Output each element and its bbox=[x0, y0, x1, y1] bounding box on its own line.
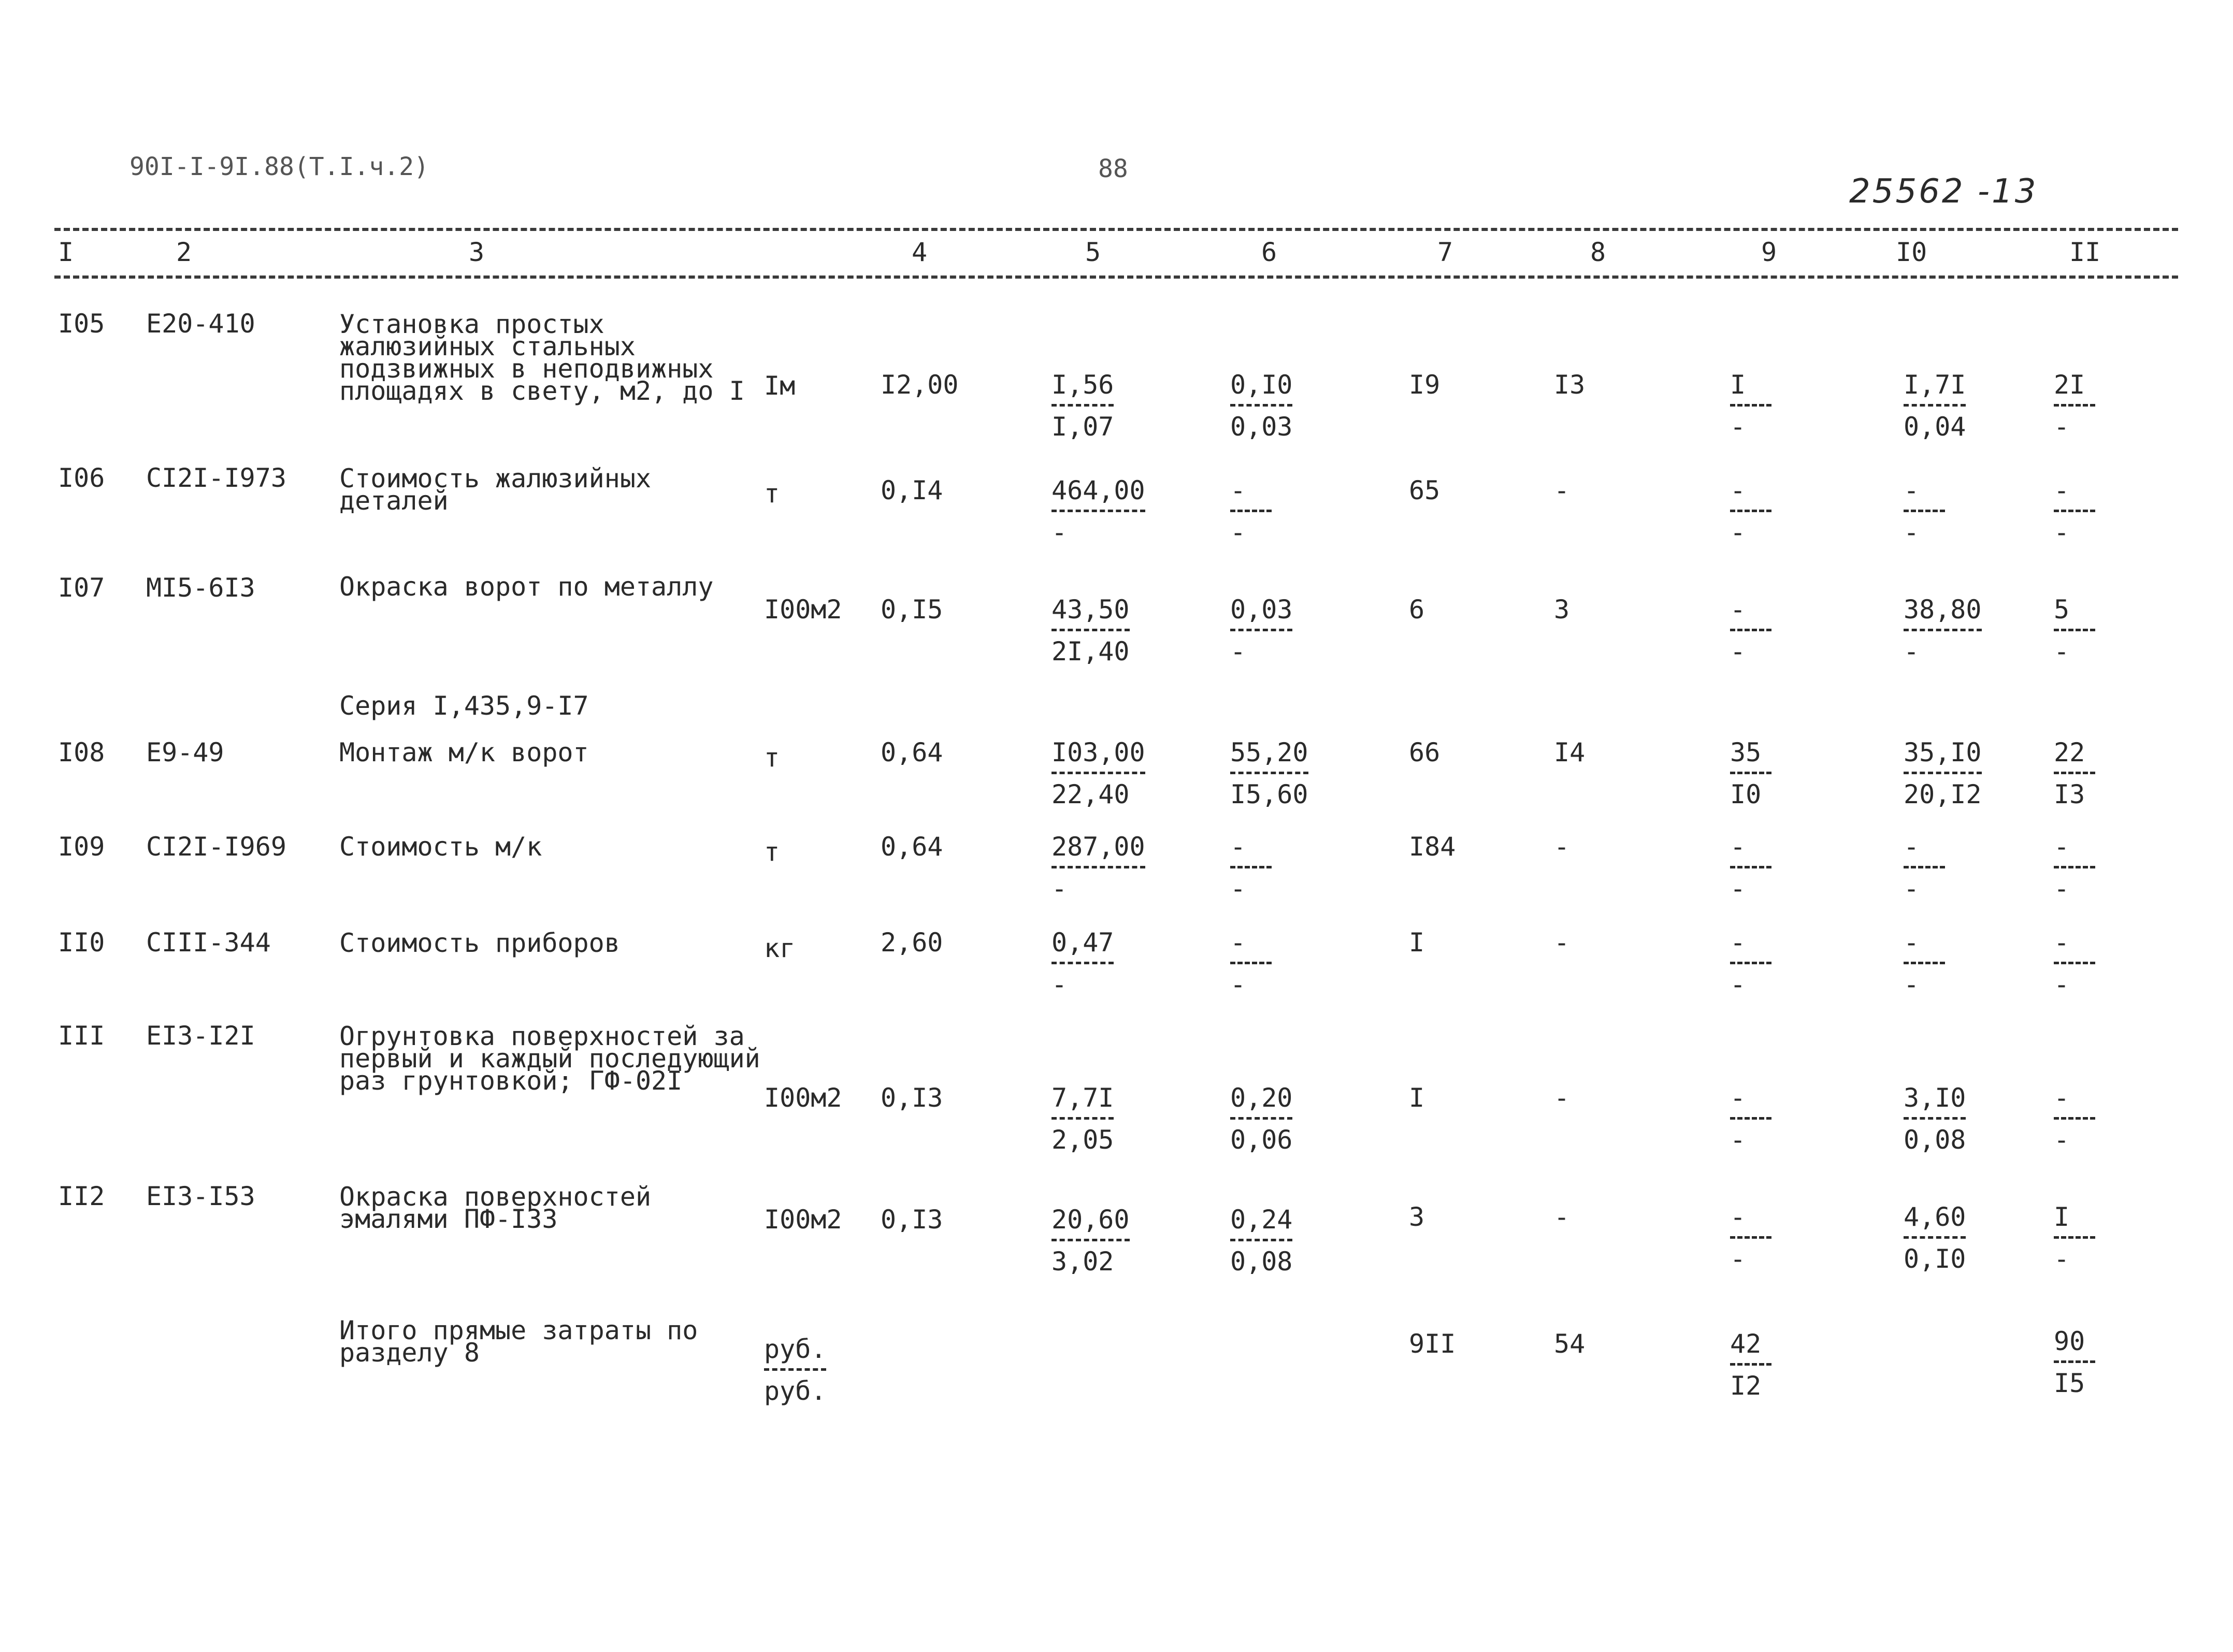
fraction-numerator: 35,I0 bbox=[1904, 737, 1982, 767]
header-top-rule bbox=[54, 228, 2178, 231]
fraction-bar bbox=[1730, 510, 1771, 512]
fraction-bar bbox=[1230, 629, 1292, 631]
quantity: 0,64 bbox=[881, 832, 943, 862]
rate-code: Е9-49 bbox=[146, 737, 224, 767]
fraction-bar bbox=[1230, 1239, 1292, 1241]
fraction-bar bbox=[1904, 510, 1945, 512]
fraction-numerator: 0,03 bbox=[1230, 595, 1293, 625]
rate-code: ЕI3-I53 bbox=[146, 1181, 255, 1211]
column-number: II bbox=[2069, 237, 2101, 267]
fraction-numerator: 22 bbox=[2054, 737, 2085, 767]
fraction-denominator: - bbox=[1730, 969, 1746, 999]
quantity: 0,I3 bbox=[881, 1205, 943, 1235]
fraction-denominator: I2 bbox=[1730, 1371, 1762, 1401]
unit: т bbox=[764, 743, 780, 773]
fraction-denominator: - bbox=[1904, 969, 1920, 999]
total-cost: I9 bbox=[1409, 370, 1440, 400]
fraction-numerator: 42 bbox=[1730, 1329, 1762, 1359]
quantity: 0,I4 bbox=[881, 475, 943, 505]
fraction-bar bbox=[1230, 510, 1272, 512]
fraction-denominator: - bbox=[1230, 874, 1246, 904]
fraction-numerator: - bbox=[2054, 928, 2070, 958]
labor-total bbox=[2054, 1328, 2095, 1396]
rate-code: МI5-6I3 bbox=[146, 573, 255, 603]
work-description: Окраска поверхностей эмалями ПФ-I33 bbox=[339, 1182, 652, 1234]
unit: I00м2 bbox=[764, 595, 842, 625]
wages-total: I4 bbox=[1554, 737, 1586, 767]
section-heading: Серия I,435,9-I7 bbox=[339, 691, 589, 721]
row-number: II2 bbox=[58, 1181, 105, 1211]
fraction-denominator: - bbox=[1730, 1125, 1746, 1155]
fraction-bar bbox=[1051, 510, 1145, 512]
fraction-bar bbox=[1904, 1117, 1966, 1120]
work-description: Монтаж м/к ворот bbox=[339, 737, 589, 767]
wages-total: - bbox=[1554, 1202, 1570, 1232]
fraction-bar bbox=[2054, 772, 2095, 774]
fraction-numerator: 2I bbox=[2054, 370, 2085, 400]
fraction-denominator: - bbox=[2054, 1125, 2070, 1155]
fraction-bar bbox=[1904, 404, 1966, 407]
row-number: I07 bbox=[58, 573, 105, 603]
fraction-bar bbox=[1904, 962, 1945, 964]
fraction-numerator: I bbox=[2054, 1202, 2070, 1232]
wages-total: - bbox=[1554, 475, 1570, 505]
column-number: 8 bbox=[1590, 237, 1606, 267]
fraction-denominator: - bbox=[1904, 636, 1920, 666]
labor-unit bbox=[1904, 372, 1966, 440]
fraction-denominator: - bbox=[2054, 969, 2070, 999]
work-description: Стоимость приборов bbox=[339, 928, 620, 958]
fraction-denominator: 2,05 bbox=[1051, 1125, 1114, 1155]
fraction-denominator: 20,I2 bbox=[1904, 779, 1982, 809]
machine-cost-unit bbox=[1230, 930, 1272, 997]
fraction-bar bbox=[1904, 866, 1945, 868]
fraction-numerator: - bbox=[1904, 928, 1920, 958]
wages-total: I3 bbox=[1554, 370, 1586, 400]
fraction-denominator: - bbox=[1051, 969, 1068, 999]
labor-total bbox=[2054, 597, 2095, 664]
fraction-numerator: 3,I0 bbox=[1904, 1083, 1966, 1113]
labor-total bbox=[2054, 834, 2095, 902]
fraction-bar bbox=[1051, 772, 1145, 774]
fraction-denominator: 0,08 bbox=[1230, 1247, 1293, 1277]
fraction-numerator: - bbox=[1730, 1083, 1746, 1113]
fraction-numerator: - bbox=[1904, 475, 1920, 505]
column-number: I bbox=[58, 237, 74, 267]
fraction-bar bbox=[764, 1368, 826, 1371]
fraction-bar bbox=[1730, 866, 1771, 868]
fraction-denominator: 0,08 bbox=[1904, 1125, 1966, 1155]
fraction-denominator: - bbox=[1730, 1244, 1746, 1274]
work-description: Стоимость м/к bbox=[339, 832, 542, 862]
fraction-bar bbox=[1904, 629, 1982, 631]
labor-unit bbox=[1904, 834, 1945, 902]
unit-cost-total bbox=[1051, 477, 1145, 545]
fraction-numerator: 35 bbox=[1730, 737, 1762, 767]
fraction-denominator: - bbox=[1051, 517, 1068, 547]
fraction-denominator: I,07 bbox=[1051, 412, 1114, 442]
fraction-denominator: 2I,40 bbox=[1051, 636, 1130, 666]
total-cost: I84 bbox=[1409, 832, 1456, 862]
machine-cost-total bbox=[1730, 1331, 1771, 1399]
fraction-denominator: 0,03 bbox=[1230, 412, 1293, 442]
unit-cost-total bbox=[1051, 597, 1130, 664]
fraction-denominator: - bbox=[1051, 874, 1068, 904]
wages-total: - bbox=[1554, 928, 1570, 958]
machine-cost-unit bbox=[1230, 1205, 1293, 1277]
total-cost: 6 bbox=[1409, 595, 1425, 625]
fraction-numerator: 0,47 bbox=[1051, 928, 1114, 958]
unit: I00м2 bbox=[764, 1205, 842, 1235]
fraction-bar bbox=[2054, 404, 2095, 407]
fraction-bar bbox=[1051, 866, 1145, 868]
labor-total bbox=[2054, 1085, 2095, 1153]
document-code: 90I-I-9I.88(Т.I.ч.2) bbox=[129, 152, 429, 181]
fraction-denominator: - bbox=[1904, 874, 1920, 904]
quantity: 0,I5 bbox=[881, 595, 943, 625]
fraction-numerator: 0,24 bbox=[1230, 1205, 1293, 1235]
machine-cost-unit bbox=[1230, 477, 1272, 545]
column-number: 2 bbox=[176, 237, 192, 267]
work-description: Окраска ворот по металлу bbox=[339, 572, 714, 602]
fraction-bar bbox=[1730, 1236, 1771, 1239]
fraction-denominator: руб. bbox=[764, 1376, 827, 1406]
fraction-bar bbox=[1730, 962, 1771, 964]
fraction-numerator: - bbox=[1230, 475, 1246, 505]
unit-cost-total bbox=[1051, 372, 1114, 440]
fraction-denominator: - bbox=[2054, 412, 2070, 442]
fraction-denominator: 22,40 bbox=[1051, 779, 1130, 809]
fraction-bar bbox=[2054, 629, 2095, 631]
fraction-denominator: - bbox=[1904, 517, 1920, 547]
fraction-bar bbox=[1230, 1117, 1292, 1120]
row-number: III bbox=[58, 1021, 105, 1051]
fraction-denominator: - bbox=[1730, 636, 1746, 666]
total-cost: I bbox=[1409, 1083, 1425, 1113]
labor-unit bbox=[1904, 477, 1945, 545]
row-number: II0 bbox=[58, 928, 105, 958]
work-description: Установка простых жалюзийных стальных подзвижных в неподвижных площадях в свету, м2, до I bbox=[339, 309, 745, 406]
column-number: I0 bbox=[1896, 237, 1927, 267]
rate-code: СI2I-I973 bbox=[146, 463, 286, 493]
column-number: 7 bbox=[1437, 237, 1453, 267]
unit: Iм bbox=[764, 371, 796, 401]
total-cost: 66 bbox=[1409, 737, 1440, 767]
machine-cost-total bbox=[1730, 834, 1771, 902]
fraction-numerator: - bbox=[1230, 832, 1246, 862]
fraction-numerator: - bbox=[1730, 595, 1746, 625]
fraction-bar bbox=[1230, 962, 1272, 964]
fraction-denominator: - bbox=[2054, 636, 2070, 666]
work-description: Стоимость жалюзийных деталей bbox=[339, 463, 652, 516]
quantity: 2,60 bbox=[881, 928, 943, 958]
fraction-denominator: I5 bbox=[2054, 1368, 2085, 1398]
machine-cost-total bbox=[1730, 737, 1771, 809]
labor-unit bbox=[1904, 1085, 1966, 1153]
labor-total bbox=[2054, 930, 2095, 997]
machine-cost-total bbox=[1730, 1085, 1771, 1153]
column-number: 9 bbox=[1761, 237, 1777, 267]
row-number: I05 bbox=[58, 309, 105, 339]
unit: кг bbox=[764, 933, 796, 963]
fraction-numerator: - bbox=[1904, 832, 1920, 862]
rate-code: ЕI3-I2I bbox=[146, 1021, 255, 1051]
labor-total bbox=[2054, 1204, 2095, 1272]
machine-cost-total bbox=[1730, 597, 1771, 664]
fraction-numerator: 5 bbox=[2054, 595, 2070, 625]
document-stamp-number: 25562 -13 bbox=[1849, 172, 2038, 211]
fraction-numerator: - bbox=[1730, 928, 1746, 958]
fraction-bar bbox=[1051, 1239, 1130, 1241]
quantity: 0,64 bbox=[881, 737, 943, 767]
unit: т bbox=[764, 479, 780, 509]
fraction-numerator: I03,00 bbox=[1051, 737, 1145, 767]
wages-total: - bbox=[1554, 832, 1570, 862]
labor-unit bbox=[1904, 1204, 1966, 1272]
fraction-bar bbox=[1904, 772, 1982, 774]
fraction-numerator: 38,80 bbox=[1904, 595, 1982, 625]
fraction-denominator: - bbox=[1230, 636, 1246, 666]
fraction-denominator: - bbox=[2054, 517, 2070, 547]
rate-code: СIII-344 bbox=[146, 928, 271, 958]
machine-cost-unit bbox=[1230, 834, 1272, 902]
fraction-numerator: I bbox=[1730, 370, 1746, 400]
rate-code: СI2I-I969 bbox=[146, 832, 286, 862]
column-number: 6 bbox=[1261, 237, 1277, 267]
column-number: 5 bbox=[1085, 237, 1101, 267]
fraction-denominator: - bbox=[1230, 517, 1246, 547]
fraction-bar bbox=[1051, 962, 1114, 964]
fraction-bar bbox=[2054, 510, 2095, 512]
fraction-numerator: 20,60 bbox=[1051, 1205, 1130, 1235]
fraction-denominator: 0,I0 bbox=[1904, 1244, 1966, 1274]
fraction-bar bbox=[1904, 1236, 1966, 1239]
fraction-numerator: 464,00 bbox=[1051, 475, 1145, 505]
column-number: 3 bbox=[469, 237, 485, 267]
labor-total bbox=[2054, 372, 2095, 440]
fraction-numerator: - bbox=[2054, 1083, 2070, 1113]
quantity: I2,00 bbox=[881, 370, 959, 400]
fraction-bar bbox=[1230, 404, 1292, 407]
fraction-numerator: 287,00 bbox=[1051, 832, 1145, 862]
fraction-denominator: I3 bbox=[2054, 779, 2085, 809]
fraction-denominator: I0 bbox=[1730, 779, 1762, 809]
fraction-numerator: - bbox=[1730, 832, 1746, 862]
unit-cost-total bbox=[1051, 737, 1145, 809]
row-number: I06 bbox=[58, 463, 105, 493]
page-number: 88 bbox=[1098, 154, 1128, 183]
fraction-numerator: 0,I0 bbox=[1230, 370, 1293, 400]
fraction-numerator: - bbox=[2054, 475, 2070, 505]
unit-cost-total bbox=[1051, 930, 1114, 997]
fraction-numerator: 43,50 bbox=[1051, 595, 1130, 625]
fraction-bar bbox=[1230, 772, 1308, 774]
header-bottom-rule bbox=[54, 276, 2178, 279]
fraction-bar bbox=[1730, 1117, 1771, 1120]
machine-cost-total bbox=[1730, 930, 1771, 997]
total-cost: I bbox=[1409, 928, 1425, 958]
unit-cost-total bbox=[1051, 1205, 1130, 1277]
work-description: Огрунтовка поверхностей за первый и каждый последующий раз грунтовкой; ГФ-02I bbox=[339, 1021, 760, 1096]
fraction-numerator: руб. bbox=[764, 1334, 827, 1364]
fraction-bar bbox=[2054, 1117, 2095, 1120]
fraction-denominator: 3,02 bbox=[1051, 1247, 1114, 1277]
machine-cost-unit bbox=[1230, 597, 1292, 664]
row-number: I08 bbox=[58, 737, 105, 767]
fraction-numerator: 55,20 bbox=[1230, 737, 1308, 767]
fraction-numerator: - bbox=[2054, 832, 2070, 862]
fraction-bar bbox=[1730, 404, 1771, 407]
machine-cost-unit bbox=[1230, 737, 1308, 809]
fraction-denominator: - bbox=[1730, 874, 1746, 904]
machine-cost-unit bbox=[1230, 1085, 1292, 1153]
machine-cost-total bbox=[1730, 477, 1771, 545]
machine-cost-total bbox=[1730, 372, 1771, 440]
fraction-numerator: 4,60 bbox=[1904, 1202, 1966, 1232]
fraction-numerator: 0,20 bbox=[1230, 1083, 1293, 1113]
fraction-numerator: - bbox=[1230, 928, 1246, 958]
fraction-bar bbox=[1730, 629, 1771, 631]
machine-cost-unit bbox=[1230, 372, 1292, 440]
column-number: 4 bbox=[912, 237, 928, 267]
labor-total bbox=[2054, 477, 2095, 545]
fraction-bar bbox=[2054, 1236, 2095, 1239]
rate-code: Е20-410 bbox=[146, 309, 255, 339]
wages-total: 3 bbox=[1554, 595, 1570, 625]
fraction-denominator: - bbox=[1730, 517, 1746, 547]
fraction-bar bbox=[1730, 1363, 1771, 1366]
fraction-denominator: I5,60 bbox=[1230, 779, 1308, 809]
wages-total: - bbox=[1554, 1083, 1570, 1113]
quantity: 0,I3 bbox=[881, 1083, 943, 1113]
unit-cost-total bbox=[1051, 834, 1145, 902]
fraction-bar bbox=[1230, 866, 1272, 868]
total-cost: 9II bbox=[1409, 1329, 1456, 1359]
fraction-denominator: - bbox=[2054, 874, 2070, 904]
fraction-denominator: 0,04 bbox=[1904, 412, 1966, 442]
fraction-numerator: - bbox=[1730, 1202, 1746, 1232]
fraction-numerator: 90 bbox=[2054, 1326, 2085, 1356]
fraction-bar bbox=[1730, 772, 1771, 774]
fraction-denominator: - bbox=[1730, 412, 1746, 442]
wages-total: 54 bbox=[1554, 1329, 1586, 1359]
fraction-numerator: 7,7I bbox=[1051, 1083, 1114, 1113]
total-unit bbox=[764, 1336, 826, 1404]
fraction-bar bbox=[2054, 1360, 2095, 1363]
fraction-numerator: I,56 bbox=[1051, 370, 1114, 400]
fraction-bar bbox=[1051, 1117, 1114, 1120]
labor-unit bbox=[1904, 930, 1945, 997]
row-number: I09 bbox=[58, 832, 105, 862]
fraction-bar bbox=[2054, 866, 2095, 868]
total-description: Итого прямые затраты по разделу 8 bbox=[339, 1315, 698, 1368]
fraction-bar bbox=[2054, 962, 2095, 964]
fraction-numerator: I,7I bbox=[1904, 370, 1966, 400]
labor-unit bbox=[1904, 737, 1982, 809]
unit: т bbox=[764, 837, 780, 867]
machine-cost-total bbox=[1730, 1204, 1771, 1272]
total-cost: 3 bbox=[1409, 1202, 1425, 1232]
fraction-bar bbox=[1051, 629, 1130, 631]
fraction-denominator: 0,06 bbox=[1230, 1125, 1293, 1155]
unit-cost-total bbox=[1051, 1085, 1114, 1153]
labor-unit bbox=[1904, 597, 1982, 664]
fraction-denominator: - bbox=[2054, 1244, 2070, 1274]
fraction-numerator: - bbox=[1730, 475, 1746, 505]
unit: I00м2 bbox=[764, 1083, 842, 1113]
total-cost: 65 bbox=[1409, 475, 1440, 505]
fraction-bar bbox=[1051, 404, 1114, 407]
fraction-denominator: - bbox=[1230, 969, 1246, 999]
labor-total bbox=[2054, 737, 2095, 809]
